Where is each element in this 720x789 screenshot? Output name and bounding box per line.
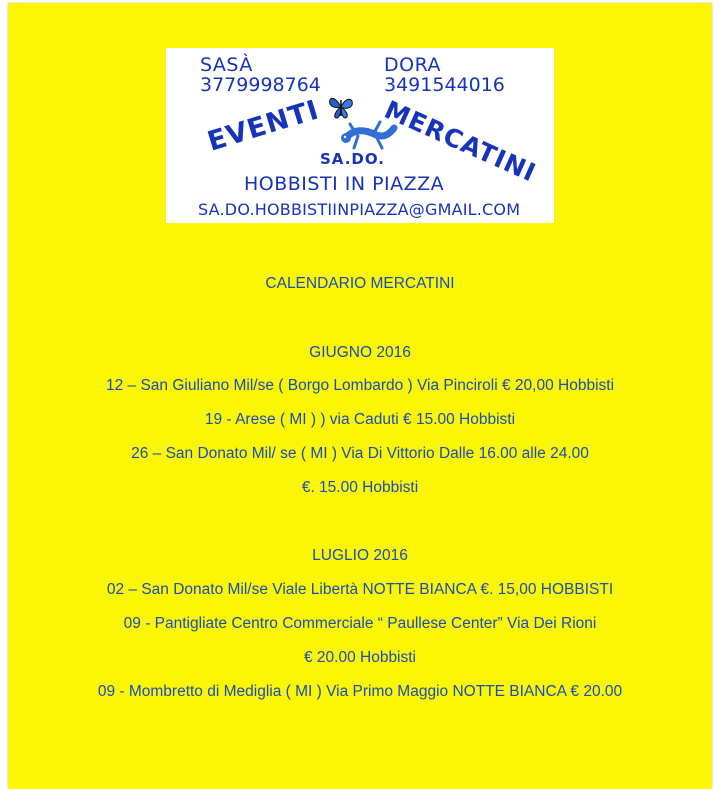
logo-subtitle: HOBBISTI IN PIAZZA	[244, 173, 445, 195]
contact1-name: SASÀ	[200, 54, 253, 76]
logo-word-eventi: EVENTI	[204, 94, 323, 158]
month-title: LUGLIO 2016	[312, 547, 408, 564]
event-line: 02 – San Donato Mil/se Viale Libertà NOTTE BIANCA €. 15,00 HOBBISTI	[106, 581, 614, 598]
logo-email: SA.DO.HOBBISTIINPIAZZA@GMAIL.COM	[198, 200, 521, 219]
butterfly-icon	[326, 92, 356, 122]
event-line: € 20.00 Hobbisti	[303, 649, 417, 666]
logo-brand: SA.DO.	[320, 150, 385, 168]
contact1-phone: 3779998764	[200, 74, 321, 96]
event-line: 09 - Mombretto di Mediglia ( MI ) Via Primo Maggio NOTTE BIANCA € 20.00	[97, 683, 623, 700]
contact2-name: DORA	[384, 54, 442, 76]
event-line: 12 – San Giuliano Mil/se ( Borgo Lombardo ) Via Pinciroli € 20,00 Hobbisti	[105, 377, 615, 394]
month-title: GIUGNO 2016	[309, 344, 411, 361]
logo-banner	[166, 48, 554, 223]
event-line: €. 15.00 Hobbisti	[301, 479, 419, 496]
event-line: 09 - Pantigliate Centro Commerciale “ Paullese Center” Via Dei Rioni	[123, 615, 597, 632]
document-page	[8, 3, 712, 789]
event-line: 26 – San Donato Mil/ se ( MI ) Via Di Vittorio Dalle 16.00 alle 24.00	[131, 445, 589, 462]
logo-word-mercatini: MERCATINI	[380, 95, 541, 188]
calendar-heading: CALENDARIO MERCATINI	[265, 275, 455, 292]
contact2-phone: 3491544016	[384, 74, 505, 96]
event-line: 19 - Arese ( MI ) ) via Caduti € 15.00 Hobbisti	[204, 411, 516, 428]
